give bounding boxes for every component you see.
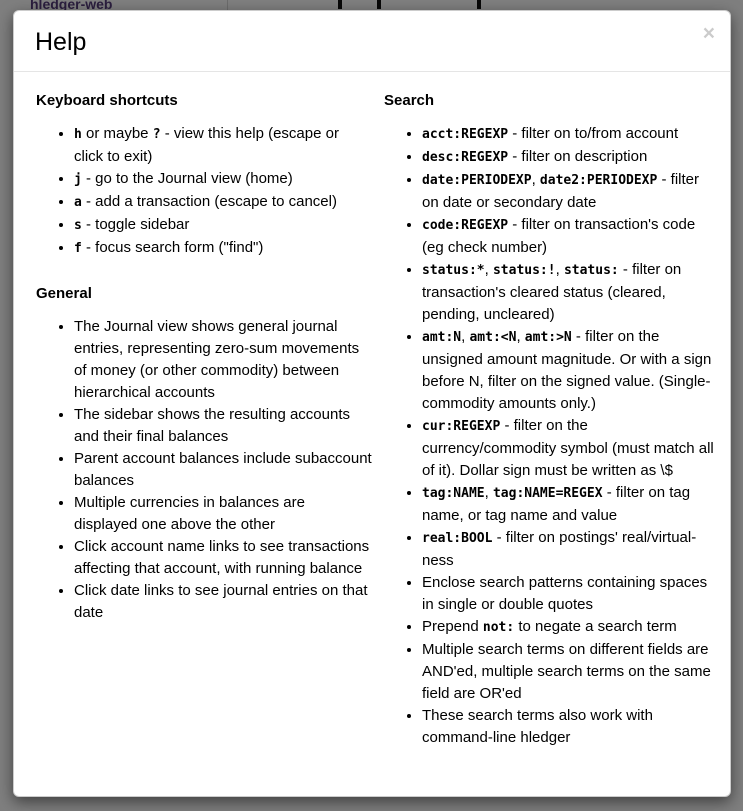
- code-term: cur:REGEXP: [422, 419, 501, 434]
- help-column-right: [384, 72, 718, 773]
- code-term: tag:NAME: [422, 486, 485, 501]
- code-term: status:: [563, 263, 619, 278]
- code-term: acct:REGEXP: [422, 127, 509, 142]
- list-item: • Multiple search terms on different fields are AND'ed, multiple search terms on the same field are OR'ed: [422, 639, 718, 705]
- code-term: h: [74, 127, 82, 142]
- code-term: date2:PERIODEXP: [539, 173, 658, 188]
- keyboard-shortcuts-list: [36, 123, 372, 260]
- list-item: • Enclose search patterns containing spaces in single or double quotes: [422, 572, 718, 616]
- code-term: desc:REGEXP: [422, 150, 509, 165]
- list-item: • These search terms also work with command-line hledger: [422, 705, 718, 749]
- code-term: amt:<N: [469, 330, 517, 345]
- list-item: • Multiple currencies in balances are displayed one above the other: [74, 492, 372, 536]
- code-term: tag:NAME=REGEX: [492, 486, 603, 501]
- code-term: status:*: [422, 263, 485, 278]
- help-modal: [13, 10, 731, 797]
- list-item: • h or maybe ? - view this help (escape or click to exit): [74, 123, 372, 168]
- list-item: • status:*, status:!, status: - filter on transaction's cleared status (cleared, pending, uncleared): [422, 259, 718, 326]
- code-term: a: [74, 195, 82, 210]
- modal-title: Help: [35, 28, 87, 56]
- list-item: • The Journal view shows general journal entries, representing zero-sum movements of money (or other commodity) between hierarchical accounts: [74, 316, 372, 404]
- list-item: • s - toggle sidebar: [74, 214, 372, 237]
- help-column-left: [36, 72, 372, 773]
- code-term: real:BOOL: [422, 531, 493, 546]
- section-heading-keyboard-shortcuts: Keyboard shortcuts: [36, 92, 178, 109]
- code-term: f: [74, 241, 82, 256]
- general-list: [36, 316, 372, 624]
- code-term: amt:N: [422, 330, 462, 345]
- list-item: • j - go to the Journal view (home): [74, 168, 372, 191]
- list-item: • code:REGEXP - filter on transaction's code (eg check number): [422, 214, 718, 259]
- close-icon[interactable]: ×: [702, 22, 715, 45]
- search-list: [384, 123, 718, 749]
- code-term: ?: [152, 127, 161, 142]
- list-item: • real:BOOL - filter on postings' real/virtual-ness: [422, 527, 718, 572]
- list-item: • Click date links to see journal entries on that date: [74, 580, 372, 624]
- section-heading-search: Search: [384, 92, 435, 109]
- modal-header: [14, 11, 730, 72]
- code-term: code:REGEXP: [422, 218, 509, 233]
- code-term: not:: [482, 620, 515, 635]
- code-term: status:!: [492, 263, 556, 278]
- list-item: • Click account name links to see transactions affecting that account, with running balance: [74, 536, 372, 580]
- list-item: • f - focus search form ("find"): [74, 237, 372, 260]
- list-item: • amt:N, amt:<N, amt:>N - filter on the unsigned amount magnitude. Or with a sign before N, filter on the signed value. (Single-commodity amounts only.): [422, 326, 718, 415]
- list-item: • tag:NAME, tag:NAME=REGEX - filter on tag name, or tag name and value: [422, 482, 718, 527]
- code-term: j: [74, 172, 82, 187]
- list-item: • The sidebar shows the resulting accounts and their final balances: [74, 404, 372, 448]
- code-term: s: [74, 218, 82, 233]
- list-item: • a - add a transaction (escape to cancel): [74, 191, 372, 214]
- list-item: • desc:REGEXP - filter on description: [422, 146, 718, 169]
- modal-body: [14, 72, 730, 773]
- list-item: • Prepend not: to negate a search term: [422, 616, 718, 639]
- list-item: • date:PERIODEXP, date2:PERIODEXP - filter on date or secondary date: [422, 169, 718, 214]
- list-item: • cur:REGEXP - filter on the currency/commodity symbol (must match all of it). Dollar sign must be written as \$: [422, 415, 718, 482]
- list-item: • Parent account balances include subaccount balances: [74, 448, 372, 492]
- list-item: • acct:REGEXP - filter on to/from account: [422, 123, 718, 146]
- code-term: amt:>N: [524, 330, 572, 345]
- code-term: date:PERIODEXP: [422, 173, 532, 188]
- section-heading-general: General: [36, 285, 92, 302]
